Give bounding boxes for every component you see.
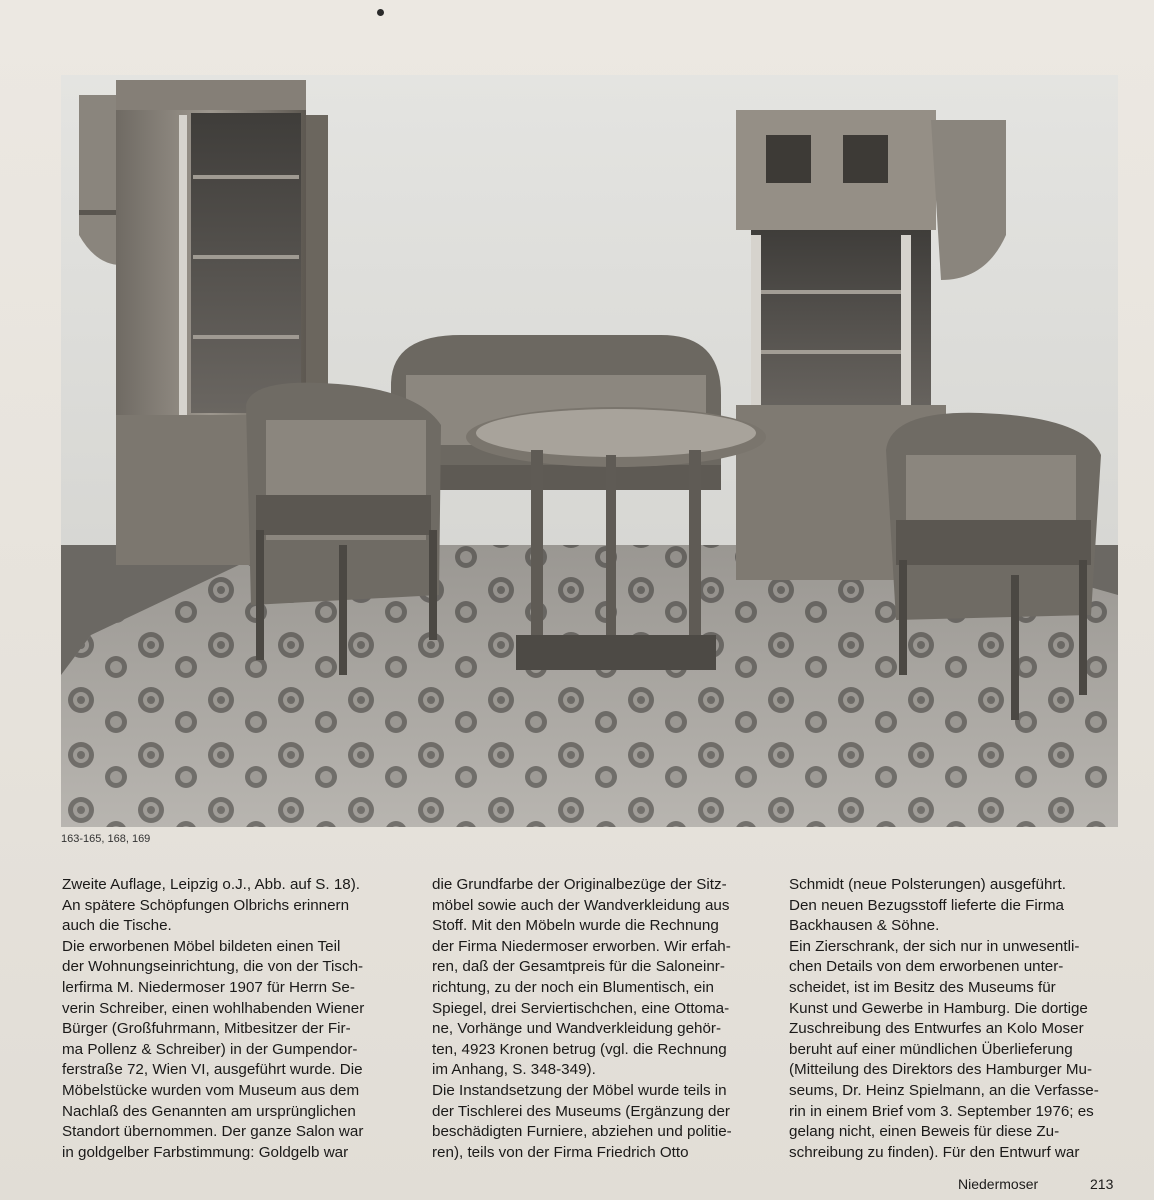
text-line: ferstraße 72, Wien VI, ausgeführt wurde. Die: [62, 1061, 363, 1079]
text-column-2: [432, 875, 765, 1163]
text-line: der Tischlerei des Museums (Ergänzung der: [432, 1102, 730, 1120]
text-line: der Wohnungseinrichtung, die von der Tisch-: [62, 958, 364, 976]
text-line: im Anhang, S. 348-349).: [432, 1061, 596, 1079]
text-line: beschädigten Furniere, abziehen und politie-: [432, 1123, 732, 1141]
text-line: Backhausen & Söhne.: [789, 917, 940, 935]
text-line: in goldgelber Farbstimmung: Goldgelb war: [62, 1143, 349, 1161]
text-line: ten, 4923 Kronen betrug (vgl. die Rechnung: [432, 1040, 727, 1058]
text-line: rin in einem Brief vom 3. September 1976; es: [789, 1102, 1094, 1120]
text-line: (Mitteilung des Direktors des Hamburger Mu-: [789, 1061, 1093, 1079]
text-line: ma Pollenz & Schreiber) in der Gumpendor-: [62, 1040, 358, 1058]
text-line: ne, Vorhänge und Wandverkleidung gehör-: [432, 1020, 722, 1038]
running-head: Niedermoser: [958, 1176, 1039, 1192]
text-line: Die Instandsetzung der Möbel wurde teils in: [432, 1081, 727, 1099]
text-line: gelang nicht, einen Beweis für diese Zu-: [789, 1123, 1060, 1141]
punch-hole-mark: [377, 9, 384, 16]
text-line: möbel sowie auch der Wandverkleidung aus: [432, 896, 730, 914]
text-line: lerfirma M. Niedermoser 1907 für Herrn Se-: [62, 978, 355, 996]
text-line: An spätere Schöpfungen Olbrichs erinnern: [62, 896, 350, 914]
text-line: chen Details von dem erworbenen unter-: [789, 958, 1064, 976]
text-line: Stoff. Mit den Möbeln wurde die Rechnung: [432, 917, 719, 935]
text-line: Die erworbenen Möbel bildeten einen Teil: [62, 937, 341, 955]
text-line: scheidet, ist im Besitz des Museums für: [789, 978, 1056, 996]
text-line: verin Schreiber, einen wohlhabenden Wiener: [62, 999, 365, 1017]
page-number: 213: [1090, 1176, 1114, 1192]
text-line: Zuschreibung des Entwurfes an Kolo Moser: [789, 1020, 1084, 1038]
text-line: richtung, zu der noch ein Blumentisch, ein: [432, 978, 714, 996]
text-line: Den neuen Bezugsstoff lieferte die Firma: [789, 896, 1064, 914]
text-line: ren, daß der Gesamtpreis für die Saloneinr-: [432, 958, 725, 976]
text-column-3: [789, 875, 1116, 1163]
figure-caption: 163-165, 168, 169: [61, 833, 151, 845]
text-line: seums, Dr. Heinz Spielmann, an die Verfasse-: [789, 1081, 1099, 1099]
text-line: Spiegel, drei Serviertischchen, eine Ottoma-: [432, 999, 730, 1017]
text-line: Ein Zierschrank, der sich nur in unwesentli-: [789, 937, 1080, 955]
text-line: Zweite Auflage, Leipzig o.J., Abb. auf S. 18).: [62, 876, 361, 893]
text-line: auch die Tische.: [62, 917, 172, 935]
text-line: ren), teils von der Firma Friedrich Otto: [432, 1143, 689, 1161]
text-line: schreibung zu finden). Für den Entwurf war: [789, 1143, 1080, 1161]
text-line: Bürger (Großfuhrmann, Mitbesitzer der Fir-: [62, 1020, 351, 1038]
text-line: Kunst und Gewerbe in Hamburg. Die dortige: [789, 999, 1088, 1017]
text-column-1: [62, 875, 405, 1163]
text-line: Möbelstücke wurden vom Museum aus dem: [62, 1081, 360, 1099]
text-line: die Grundfarbe der Originalbezüge der Sitz-: [432, 876, 727, 893]
text-line: Schmidt (neue Polsterungen) ausgeführt.: [789, 876, 1066, 893]
text-line: Nachlaß des Genannten am ursprünglichen: [62, 1102, 356, 1120]
furniture-photograph: [61, 75, 1118, 827]
text-line: beruht auf einer mündlichen Überlieferung: [789, 1040, 1073, 1058]
text-line: Standort übernommen. Der ganze Salon war: [62, 1123, 364, 1141]
text-line: der Firma Niedermoser erworben. Wir erfah-: [432, 937, 731, 955]
